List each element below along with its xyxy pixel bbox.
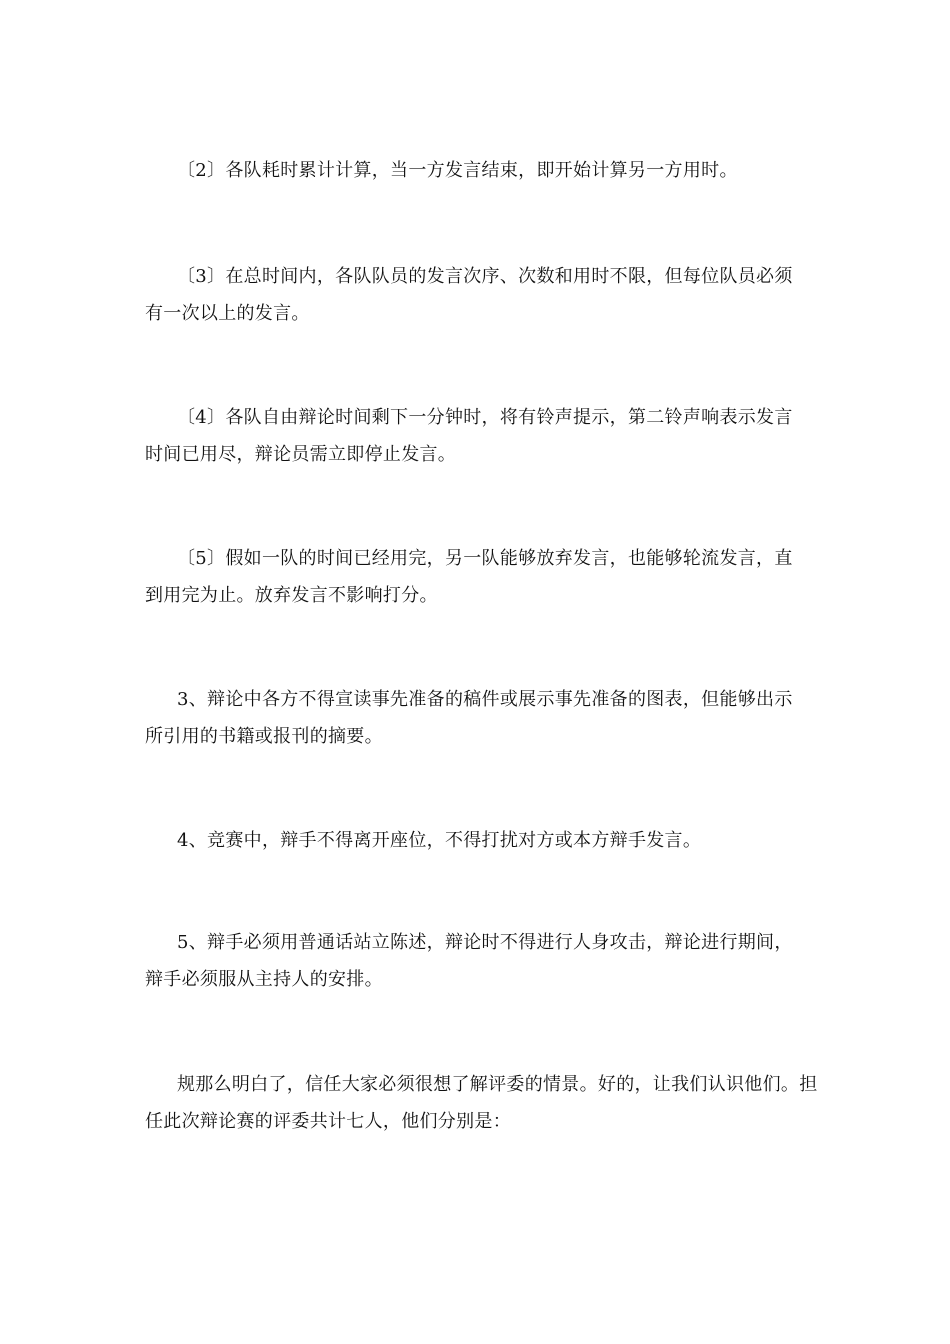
paragraph-rule-2: 〔2〕各队耗时累计计算，当一方发言结束，即开始计算另一方用时。 <box>177 160 738 181</box>
paragraph-item-3: 3、辩论中各方不得宣读事先准备的稿件或展示事先准备的图表，但能够出示所引用的书籍或报刊的摘要。 <box>145 689 793 747</box>
paragraph-rule-5: 〔5〕假如一队的时间已经用完，另一队能够放弃发言，也能够轮流发言，直到用完为止。放弃发言不影响打分。 <box>145 548 793 606</box>
paragraph-rule-4: 〔4〕各队自由辩论时间剩下一分钟时，将有铃声提示，第二铃声响表示发言时间已用尽，辩论员需立即停止发言。 <box>145 407 793 465</box>
paragraph-item-5: 5、辩手必须用普通话站立陈述，辩论时不得进行人身攻击，辩论进行期间，辩手必须服从主持人的安排。 <box>145 932 793 990</box>
paragraph-rule-3: 〔3〕在总时间内，各队队员的发言次序、次数和用时不限，但每位队员必须有一次以上的发言。 <box>145 266 793 324</box>
paragraph-item-4: 4、竞赛中，辩手不得离开座位，不得打扰对方或本方辩手发言。 <box>177 830 702 851</box>
paragraph-judges-intro: 规那么明白了，信任大家必须很想了解评委的情景。好的，让我们认识他们。担任此次辩论赛的评委共计七人，他们分别是： <box>145 1074 818 1132</box>
